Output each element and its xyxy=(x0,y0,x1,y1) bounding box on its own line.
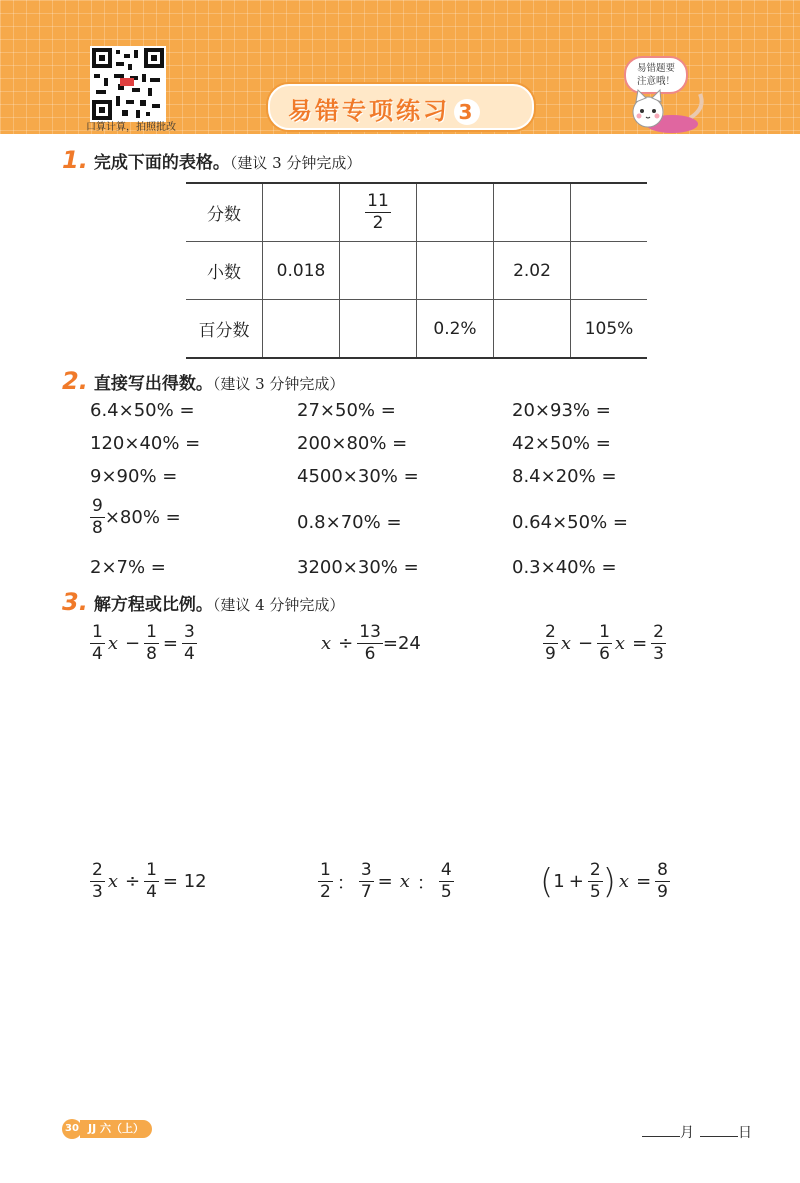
row-head-fraction: 分数 xyxy=(186,183,263,242)
fraction-denominator: 5 xyxy=(440,882,452,902)
fraction-denominator: 5 xyxy=(589,882,601,902)
fraction-denominator: 9 xyxy=(657,882,668,902)
table-cell-blank[interactable] xyxy=(340,300,417,359)
operator: ÷ xyxy=(124,871,141,892)
table-cell-blank[interactable] xyxy=(340,242,417,300)
fraction-numerator: 4 xyxy=(440,860,452,880)
table-row xyxy=(186,242,647,300)
variable-x: x xyxy=(614,633,626,654)
bubble-line-1: 易错题要 xyxy=(636,63,675,74)
page-header xyxy=(0,0,800,134)
page-title xyxy=(268,84,534,130)
fraction-denominator: 2 xyxy=(372,213,384,233)
page-number: 30 xyxy=(62,1119,82,1139)
book-tag: JJ 六（上） xyxy=(80,1120,152,1138)
row-head-decimal: 小数 xyxy=(186,242,263,300)
fraction-numerator: 1 xyxy=(92,622,103,642)
bubble-line-2: 注意哦！ xyxy=(636,76,675,87)
table-cell-blank[interactable] xyxy=(263,300,340,359)
equation-1 xyxy=(90,624,197,663)
month-label: 月 xyxy=(680,1125,694,1141)
section-3-heading xyxy=(62,588,344,616)
day-blank[interactable] xyxy=(700,1136,738,1137)
fraction-numerator: 1 xyxy=(320,860,331,880)
equation-2 xyxy=(318,624,421,663)
fraction-denominator: 6 xyxy=(364,644,376,664)
calc-item-rest: ×80% = xyxy=(104,507,181,528)
fraction-numerator: 2 xyxy=(545,622,556,642)
fraction-numerator: 3 xyxy=(360,860,372,880)
fraction-denominator: 6 xyxy=(599,644,610,664)
table-cell-blank[interactable] xyxy=(571,242,648,300)
equation-5 xyxy=(318,862,454,901)
qr-code[interactable] xyxy=(90,46,166,122)
calc-item: 9×90% = xyxy=(90,466,178,487)
section-2-heading xyxy=(62,367,344,395)
section-1-note: （建议 3 分钟完成） xyxy=(229,154,362,172)
fraction-numerator: 3 xyxy=(184,622,195,642)
fraction-denominator: 4 xyxy=(92,644,103,664)
fraction-numerator: 13 xyxy=(359,622,381,642)
calc-item: 0.3×40% = xyxy=(512,557,617,578)
section-1-number: 1. xyxy=(62,146,88,174)
fraction-denominator: 4 xyxy=(146,882,157,902)
fraction-numerator: 9 xyxy=(92,496,103,516)
fraction-denominator: 4 xyxy=(184,644,195,664)
footer-badge xyxy=(62,1120,152,1138)
fraction-denominator: 3 xyxy=(653,644,664,664)
qr-caption: 口算计算，拍照批改 xyxy=(86,122,176,133)
equation-4 xyxy=(90,862,207,901)
variable-x: x xyxy=(107,871,118,892)
variable-x: x xyxy=(560,633,571,654)
fraction-numerator: 2 xyxy=(589,860,601,880)
fraction-denominator: 9 xyxy=(545,644,556,664)
fraction-numerator: 11 xyxy=(367,191,389,211)
table-cell xyxy=(340,183,417,242)
table-cell: 0.018 xyxy=(263,242,340,300)
variable-x: x xyxy=(107,633,118,654)
equation-6 xyxy=(540,862,670,901)
fraction-numerator: 1 xyxy=(599,622,610,642)
calc-item-fraction xyxy=(90,498,181,537)
calc-item: 0.64×50% = xyxy=(512,512,628,533)
fraction-numerator: 1 xyxy=(146,622,157,642)
section-2-note: （建议 3 分钟完成） xyxy=(212,375,345,393)
calc-item: 8.4×20% = xyxy=(512,466,617,487)
fraction-numerator: 8 xyxy=(657,860,668,880)
variable-x: x xyxy=(399,871,410,892)
ratio-colon: ： xyxy=(336,872,355,894)
section-2-title: 直接写出得数。 xyxy=(93,374,213,394)
month-blank[interactable] xyxy=(642,1136,680,1137)
table-cell: 2.02 xyxy=(494,242,571,300)
fraction-denominator: 8 xyxy=(92,518,103,538)
calc-item: 120×40% = xyxy=(90,433,201,454)
title-label: 易错专项练习 xyxy=(288,97,450,125)
title-number: 3 xyxy=(454,99,480,125)
cat-mascot-icon xyxy=(628,88,708,134)
table-cell-blank[interactable] xyxy=(494,183,571,242)
number: 1 xyxy=(553,871,565,892)
calc-item: 27×50% = xyxy=(297,400,396,421)
equals-sign: = xyxy=(377,871,393,892)
equals-sign: = xyxy=(162,633,178,654)
calc-item: 2×7% = xyxy=(90,557,166,578)
fraction-denominator: 3 xyxy=(92,882,103,902)
equals-sign: = xyxy=(632,633,648,654)
section-3-number: 3. xyxy=(62,588,88,616)
section-3-note: （建议 4 分钟完成） xyxy=(212,596,345,614)
calc-item: 0.8×70% = xyxy=(297,512,402,533)
right-hand-side: = 12 xyxy=(162,871,207,892)
day-label: 日 xyxy=(738,1125,752,1141)
section-2-number: 2. xyxy=(62,367,88,395)
fraction-denominator: 8 xyxy=(146,644,157,664)
fraction-numerator: 1 xyxy=(146,860,157,880)
section-3-title: 解方程或比例。 xyxy=(93,595,213,615)
ratio-colon: ： xyxy=(416,872,435,894)
operator: ÷ xyxy=(338,633,354,654)
equals-sign: = xyxy=(636,871,652,892)
calc-item: 42×50% = xyxy=(512,433,611,454)
equation-3 xyxy=(543,624,666,663)
fraction-numerator: 2 xyxy=(653,622,664,642)
fraction-denominator: 2 xyxy=(320,882,331,902)
section-1-heading xyxy=(62,146,361,174)
table-cell: 105% xyxy=(571,300,648,359)
table-cell-blank[interactable] xyxy=(494,300,571,359)
operator: + xyxy=(568,871,584,892)
variable-x: x xyxy=(321,633,332,654)
row-head-percent: 百分数 xyxy=(186,300,263,359)
table-cell-blank[interactable] xyxy=(571,183,648,242)
calc-item: 20×93% = xyxy=(512,400,611,421)
right-paren: ) xyxy=(602,861,616,902)
date-field[interactable] xyxy=(642,1122,752,1142)
fraction-denominator: 7 xyxy=(360,882,372,902)
fraction-numerator: 2 xyxy=(92,860,103,880)
table-row xyxy=(186,300,647,359)
calc-item: 4500×30% = xyxy=(297,466,419,487)
calc-item: 6.4×50% = xyxy=(90,400,195,421)
table-row xyxy=(186,183,647,242)
right-hand-side: =24 xyxy=(382,633,421,654)
table-cell-blank[interactable] xyxy=(417,242,494,300)
table-cell-blank[interactable] xyxy=(263,183,340,242)
conversion-table xyxy=(186,182,647,359)
table-cell: 0.2% xyxy=(417,300,494,359)
variable-x: x xyxy=(618,871,630,892)
calc-item: 200×80% = xyxy=(297,433,408,454)
left-paren: ( xyxy=(540,861,554,902)
operator: − xyxy=(124,633,141,654)
operator: − xyxy=(577,633,594,654)
calc-item: 3200×30% = xyxy=(297,557,419,578)
table-cell-blank[interactable] xyxy=(417,183,494,242)
section-1-title: 完成下面的表格。 xyxy=(93,153,230,173)
